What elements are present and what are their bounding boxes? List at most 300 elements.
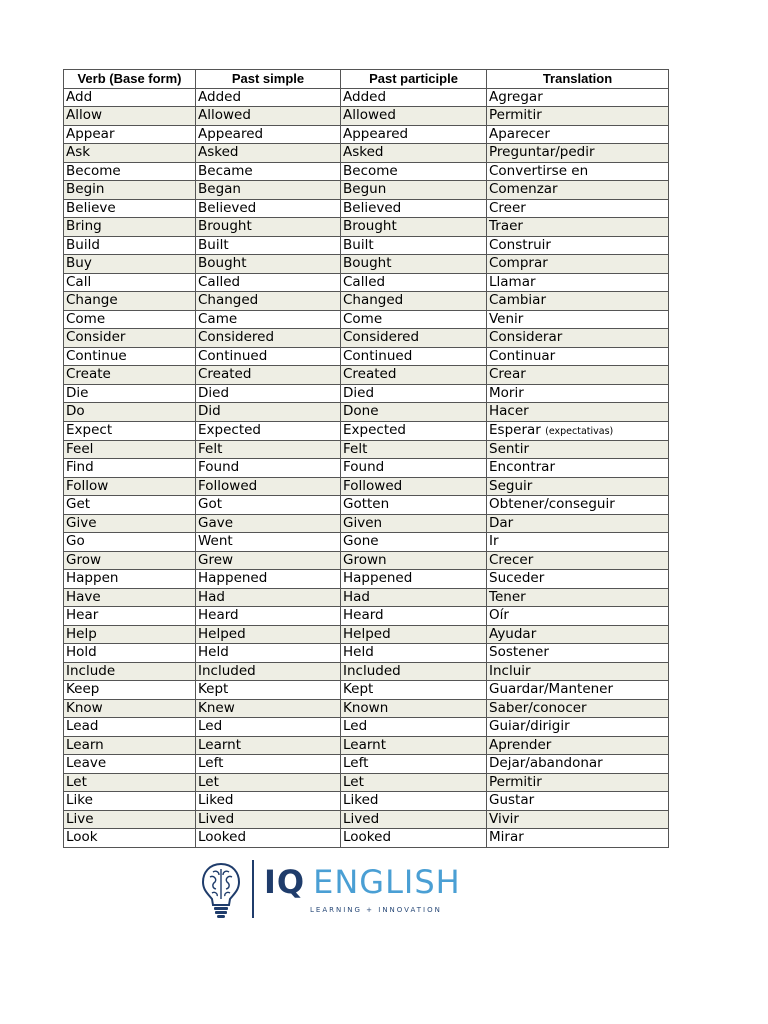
cell-base-form — [64, 125, 196, 144]
cell-base-form — [64, 366, 196, 385]
table-row — [64, 162, 669, 181]
cell-base-form — [64, 514, 196, 533]
cell-past-participle — [341, 477, 487, 496]
cell-text: Let — [66, 773, 87, 790]
cell-translation — [487, 310, 669, 329]
cell-past-participle — [341, 292, 487, 311]
cell-translation — [487, 347, 669, 366]
cell-text: Went — [198, 533, 233, 550]
cell-text: Leave — [66, 755, 107, 772]
cell-text: Hacer — [489, 403, 529, 420]
cell-past-participle — [341, 681, 487, 700]
cell-base-form — [64, 236, 196, 255]
cell-base-form — [64, 107, 196, 126]
cell-translation — [487, 607, 669, 626]
cell-text: Live — [66, 810, 94, 827]
cell-text: Believed — [198, 199, 257, 216]
cell-past-participle — [341, 88, 487, 107]
header-translation: Translation — [487, 70, 669, 89]
cell-text: Esperar — [489, 421, 541, 438]
cell-translation — [487, 792, 669, 811]
cell-translation — [487, 199, 669, 218]
cell-text: Held — [198, 644, 229, 661]
cell-text: Believed — [343, 199, 402, 216]
cell-text: Liked — [343, 792, 379, 809]
cell-base-form — [64, 644, 196, 663]
cell-translation — [487, 125, 669, 144]
cell-past-participle — [341, 273, 487, 292]
table-row — [64, 181, 669, 200]
cell-base-form — [64, 88, 196, 107]
cell-past-participle — [341, 366, 487, 385]
table-row — [64, 773, 669, 792]
cell-past-simple — [196, 755, 341, 774]
cell-text: Tener — [489, 588, 526, 605]
cell-text: Allowed — [343, 107, 396, 124]
cell-text: Followed — [198, 477, 258, 494]
cell-text: Aparecer — [489, 125, 550, 142]
cell-base-form — [64, 329, 196, 348]
cell-base-form — [64, 810, 196, 829]
brand-english: ENGLISH — [313, 863, 461, 901]
cell-text: Let — [198, 773, 219, 790]
cell-translation — [487, 440, 669, 459]
cell-text: Ayudar — [489, 625, 537, 642]
cell-translation — [487, 533, 669, 552]
cell-text: Called — [198, 273, 241, 290]
table-row — [64, 125, 669, 144]
cell-translation — [487, 588, 669, 607]
table-row — [64, 310, 669, 329]
cell-text: Knew — [198, 699, 235, 716]
cell-text: Crear — [489, 366, 526, 383]
table-row — [64, 718, 669, 737]
table-row — [64, 829, 669, 848]
cell-past-simple — [196, 440, 341, 459]
cell-text: Considered — [343, 329, 420, 346]
cell-past-participle — [341, 829, 487, 848]
table-row — [64, 792, 669, 811]
cell-translation — [487, 366, 669, 385]
cell-past-participle — [341, 347, 487, 366]
cell-text: Suceder — [489, 570, 545, 587]
cell-base-form — [64, 625, 196, 644]
cell-past-simple — [196, 107, 341, 126]
iq-english-logo — [200, 858, 500, 920]
cell-text: Traer — [489, 218, 523, 235]
cell-text: Began — [198, 181, 241, 198]
cell-past-participle — [341, 644, 487, 663]
cell-past-simple — [196, 681, 341, 700]
table-row — [64, 570, 669, 589]
cell-past-simple — [196, 347, 341, 366]
cell-base-form — [64, 699, 196, 718]
cell-base-form — [64, 496, 196, 515]
cell-text: Keep — [66, 681, 100, 698]
cell-text: Allow — [66, 107, 103, 124]
cell-past-simple — [196, 310, 341, 329]
cell-text: Vivir — [489, 810, 519, 827]
cell-text: Become — [66, 162, 121, 179]
cell-text: Happened — [343, 570, 413, 587]
table-row — [64, 533, 669, 552]
cell-past-participle — [341, 736, 487, 755]
cell-past-participle — [341, 144, 487, 163]
cell-translation — [487, 681, 669, 700]
cell-past-participle — [341, 236, 487, 255]
cell-text: Appear — [66, 125, 115, 142]
cell-text: Happened — [198, 570, 268, 587]
cell-translation — [487, 459, 669, 478]
cell-past-simple — [196, 459, 341, 478]
cell-translation — [487, 144, 669, 163]
cell-text: Brought — [198, 218, 252, 235]
cell-text: Become — [343, 162, 398, 179]
cell-text: Did — [198, 403, 221, 420]
brain-lightbulb-icon — [200, 861, 242, 919]
cell-text: Given — [343, 514, 383, 531]
cell-text: Continued — [343, 347, 413, 364]
table-row — [64, 292, 669, 311]
cell-text: Left — [343, 755, 369, 772]
cell-translation — [487, 403, 669, 422]
cell-text: Come — [343, 310, 383, 327]
cell-past-simple — [196, 236, 341, 255]
cell-text: Venir — [489, 310, 524, 327]
cell-past-simple — [196, 329, 341, 348]
cell-past-participle — [341, 459, 487, 478]
cell-text: Changed — [198, 292, 259, 309]
cell-translation — [487, 570, 669, 589]
cell-text: Include — [66, 662, 116, 679]
cell-past-simple — [196, 273, 341, 292]
cell-translation — [487, 162, 669, 181]
cell-base-form — [64, 755, 196, 774]
cell-past-simple — [196, 403, 341, 422]
cell-base-form — [64, 829, 196, 848]
table-row — [64, 736, 669, 755]
cell-translation — [487, 810, 669, 829]
cell-text: Asked — [343, 144, 384, 161]
cell-past-participle — [341, 755, 487, 774]
cell-base-form — [64, 218, 196, 237]
table-row — [64, 329, 669, 348]
cell-text: Feel — [66, 440, 94, 457]
cell-past-simple — [196, 607, 341, 626]
cell-past-participle — [341, 218, 487, 237]
cell-text: Known — [343, 699, 389, 716]
cell-text: Follow — [66, 477, 109, 494]
cell-text: Found — [343, 459, 385, 476]
cell-past-simple — [196, 699, 341, 718]
cell-base-form — [64, 570, 196, 589]
cell-text: Felt — [198, 440, 223, 457]
cell-text: Grown — [343, 551, 387, 568]
cell-text: Expected — [343, 422, 406, 438]
cell-past-simple — [196, 810, 341, 829]
cell-text: Had — [343, 588, 370, 605]
table-row — [64, 218, 669, 237]
cell-text: Changed — [343, 292, 404, 309]
cell-text: Construir — [489, 236, 551, 253]
cell-text: Bought — [198, 255, 247, 272]
cell-base-form — [64, 533, 196, 552]
cell-base-form — [64, 718, 196, 737]
cell-past-simple — [196, 570, 341, 589]
cell-text: Followed — [343, 477, 403, 494]
cell-past-participle — [341, 384, 487, 403]
cell-base-form — [64, 199, 196, 218]
cell-text: Believe — [66, 199, 116, 216]
cell-text: Considered — [198, 329, 275, 346]
cell-translation — [487, 773, 669, 792]
cell-translation — [487, 736, 669, 755]
cell-text: Let — [343, 773, 364, 790]
cell-base-form — [64, 773, 196, 792]
cell-past-participle — [341, 125, 487, 144]
cell-base-form — [64, 421, 196, 440]
cell-base-form — [64, 273, 196, 292]
cell-text: Found — [198, 459, 240, 476]
cell-text: Call — [66, 273, 92, 290]
table-row — [64, 755, 669, 774]
cell-text: Created — [198, 366, 252, 383]
cell-translation — [487, 477, 669, 496]
cell-past-participle — [341, 310, 487, 329]
cell-text: Built — [343, 236, 374, 253]
cell-past-simple — [196, 736, 341, 755]
cell-text: Sostener — [489, 644, 549, 661]
cell-text: Seguir — [489, 477, 533, 494]
cell-text: Get — [66, 496, 91, 513]
cell-text: Learnt — [198, 736, 242, 753]
cell-base-form — [64, 440, 196, 459]
cell-base-form — [64, 310, 196, 329]
cell-text: Brought — [343, 218, 397, 235]
cell-translation — [487, 718, 669, 737]
cell-past-simple — [196, 255, 341, 274]
cell-base-form — [64, 459, 196, 478]
table-row — [64, 681, 669, 700]
cell-base-form — [64, 477, 196, 496]
cell-text: Helped — [343, 625, 391, 642]
table-row — [64, 384, 669, 403]
table-row — [64, 662, 669, 681]
table-row — [64, 107, 669, 126]
cell-translation — [487, 625, 669, 644]
cell-text: Added — [198, 88, 242, 105]
cell-past-simple — [196, 125, 341, 144]
cell-text: Learnt — [343, 736, 387, 753]
cell-translation — [487, 255, 669, 274]
cell-text: Morir — [489, 384, 524, 401]
cell-text: Create — [66, 366, 111, 383]
cell-translation — [487, 384, 669, 403]
cell-past-simple — [196, 514, 341, 533]
cell-text: Heard — [198, 607, 239, 624]
cell-text: Added — [343, 88, 387, 105]
cell-text: Gotten — [343, 496, 390, 513]
table-row — [64, 88, 669, 107]
cell-base-form — [64, 681, 196, 700]
cell-text: Bought — [343, 255, 392, 272]
table-row — [64, 588, 669, 607]
cell-base-form — [64, 384, 196, 403]
cell-text: Give — [66, 514, 97, 531]
cell-past-participle — [341, 162, 487, 181]
cell-text: Felt — [343, 440, 368, 457]
cell-text: Appeared — [343, 125, 409, 142]
cell-text: Gave — [198, 514, 234, 531]
cell-translation — [487, 644, 669, 663]
verb-table — [63, 69, 669, 848]
header-past-participle: Past participle — [341, 70, 487, 89]
cell-base-form — [64, 588, 196, 607]
cell-text: Mirar — [489, 829, 524, 846]
cell-text: Gone — [343, 533, 379, 550]
header-past-simple: Past simple — [196, 70, 341, 89]
cell-translation — [487, 421, 669, 440]
cell-text: Helped — [198, 625, 246, 642]
cell-past-participle — [341, 662, 487, 681]
cell-base-form — [64, 255, 196, 274]
cell-past-participle — [341, 607, 487, 626]
cell-text: Buy — [66, 255, 92, 272]
cell-translation — [487, 755, 669, 774]
table-row — [64, 496, 669, 515]
cell-past-simple — [196, 792, 341, 811]
cell-past-simple — [196, 644, 341, 663]
table-row — [64, 273, 669, 292]
cell-past-simple — [196, 366, 341, 385]
table-row — [64, 403, 669, 422]
cell-text: Continued — [198, 347, 268, 364]
cell-past-participle — [341, 773, 487, 792]
cell-text: Became — [198, 162, 253, 179]
cell-text: Lead — [66, 718, 99, 735]
cell-base-form — [64, 403, 196, 422]
cell-text: Permitir — [489, 773, 542, 790]
cell-text: Looked — [343, 829, 392, 846]
cell-past-participle — [341, 588, 487, 607]
table-row — [64, 644, 669, 663]
table-header-row — [64, 70, 669, 89]
table-row — [64, 551, 669, 570]
cell-past-participle — [341, 421, 487, 440]
table-row — [64, 459, 669, 478]
table-row — [64, 607, 669, 626]
cell-text: Look — [66, 829, 98, 846]
cell-text: Had — [198, 588, 225, 605]
cell-text: Come — [66, 310, 106, 327]
cell-text: Called — [343, 273, 386, 290]
table-row — [64, 236, 669, 255]
cell-text: Saber/conocer — [489, 699, 587, 716]
cell-past-simple — [196, 496, 341, 515]
cell-text: Lived — [343, 810, 380, 827]
cell-text: Included — [198, 662, 256, 679]
table-row — [64, 421, 669, 440]
cell-past-participle — [341, 699, 487, 718]
cell-text: Considerar — [489, 329, 563, 346]
cell-text: Consider — [66, 329, 126, 346]
cell-text: Find — [66, 459, 94, 476]
cell-text: Cambiar — [489, 292, 546, 309]
cell-text: Dejar/abandonar — [489, 755, 603, 772]
cell-translation — [487, 662, 669, 681]
cell-past-simple — [196, 384, 341, 403]
cell-text: Comenzar — [489, 181, 558, 198]
cell-text: Know — [66, 699, 103, 716]
table-row — [64, 366, 669, 385]
cell-text: Happen — [66, 570, 119, 587]
cell-text: Created — [343, 366, 397, 383]
cell-text: Came — [198, 310, 238, 327]
cell-translation — [487, 829, 669, 848]
cell-past-participle — [341, 551, 487, 570]
cell-text: Hold — [66, 644, 97, 661]
cell-base-form — [64, 607, 196, 626]
cell-text: Liked — [198, 792, 234, 809]
cell-past-simple — [196, 218, 341, 237]
brand-name — [264, 864, 461, 900]
cell-text: Like — [66, 792, 93, 809]
cell-translation — [487, 107, 669, 126]
cell-past-simple — [196, 829, 341, 848]
cell-past-participle — [341, 403, 487, 422]
cell-text: Expect — [66, 422, 113, 438]
cell-text: Add — [66, 88, 93, 105]
cell-text: Begun — [343, 181, 387, 198]
cell-past-participle — [341, 107, 487, 126]
cell-past-participle — [341, 181, 487, 200]
cell-past-participle — [341, 625, 487, 644]
cell-text: Begin — [66, 181, 105, 198]
brand-iq: IQ — [264, 863, 306, 901]
cell-text: Allowed — [198, 107, 251, 124]
cell-translation — [487, 236, 669, 255]
header-base-form: Verb (Base form) — [64, 70, 196, 89]
cell-text: Expected — [198, 422, 261, 438]
table-row — [64, 810, 669, 829]
cell-text: Ask — [66, 144, 91, 161]
cell-text: Dar — [489, 514, 514, 531]
cell-past-participle — [341, 514, 487, 533]
table-row — [64, 144, 669, 163]
cell-past-simple — [196, 181, 341, 200]
cell-translation — [487, 292, 669, 311]
cell-text: Led — [343, 718, 368, 735]
cell-past-simple — [196, 292, 341, 311]
cell-past-simple — [196, 421, 341, 440]
cell-text: Got — [198, 496, 223, 513]
cell-text: Built — [198, 236, 229, 253]
table-row — [64, 625, 669, 644]
cell-base-form — [64, 292, 196, 311]
cell-base-form — [64, 662, 196, 681]
cell-text: Die — [66, 384, 89, 401]
table-row — [64, 477, 669, 496]
cell-translation — [487, 514, 669, 533]
table-row — [64, 347, 669, 366]
cell-text: Done — [343, 403, 379, 420]
cell-text: Grow — [66, 551, 102, 568]
cell-text: Died — [198, 384, 230, 401]
cell-past-participle — [341, 810, 487, 829]
cell-text: Encontrar — [489, 459, 555, 476]
cell-text: Guardar/Mantener — [489, 681, 614, 698]
cell-base-form — [64, 551, 196, 570]
